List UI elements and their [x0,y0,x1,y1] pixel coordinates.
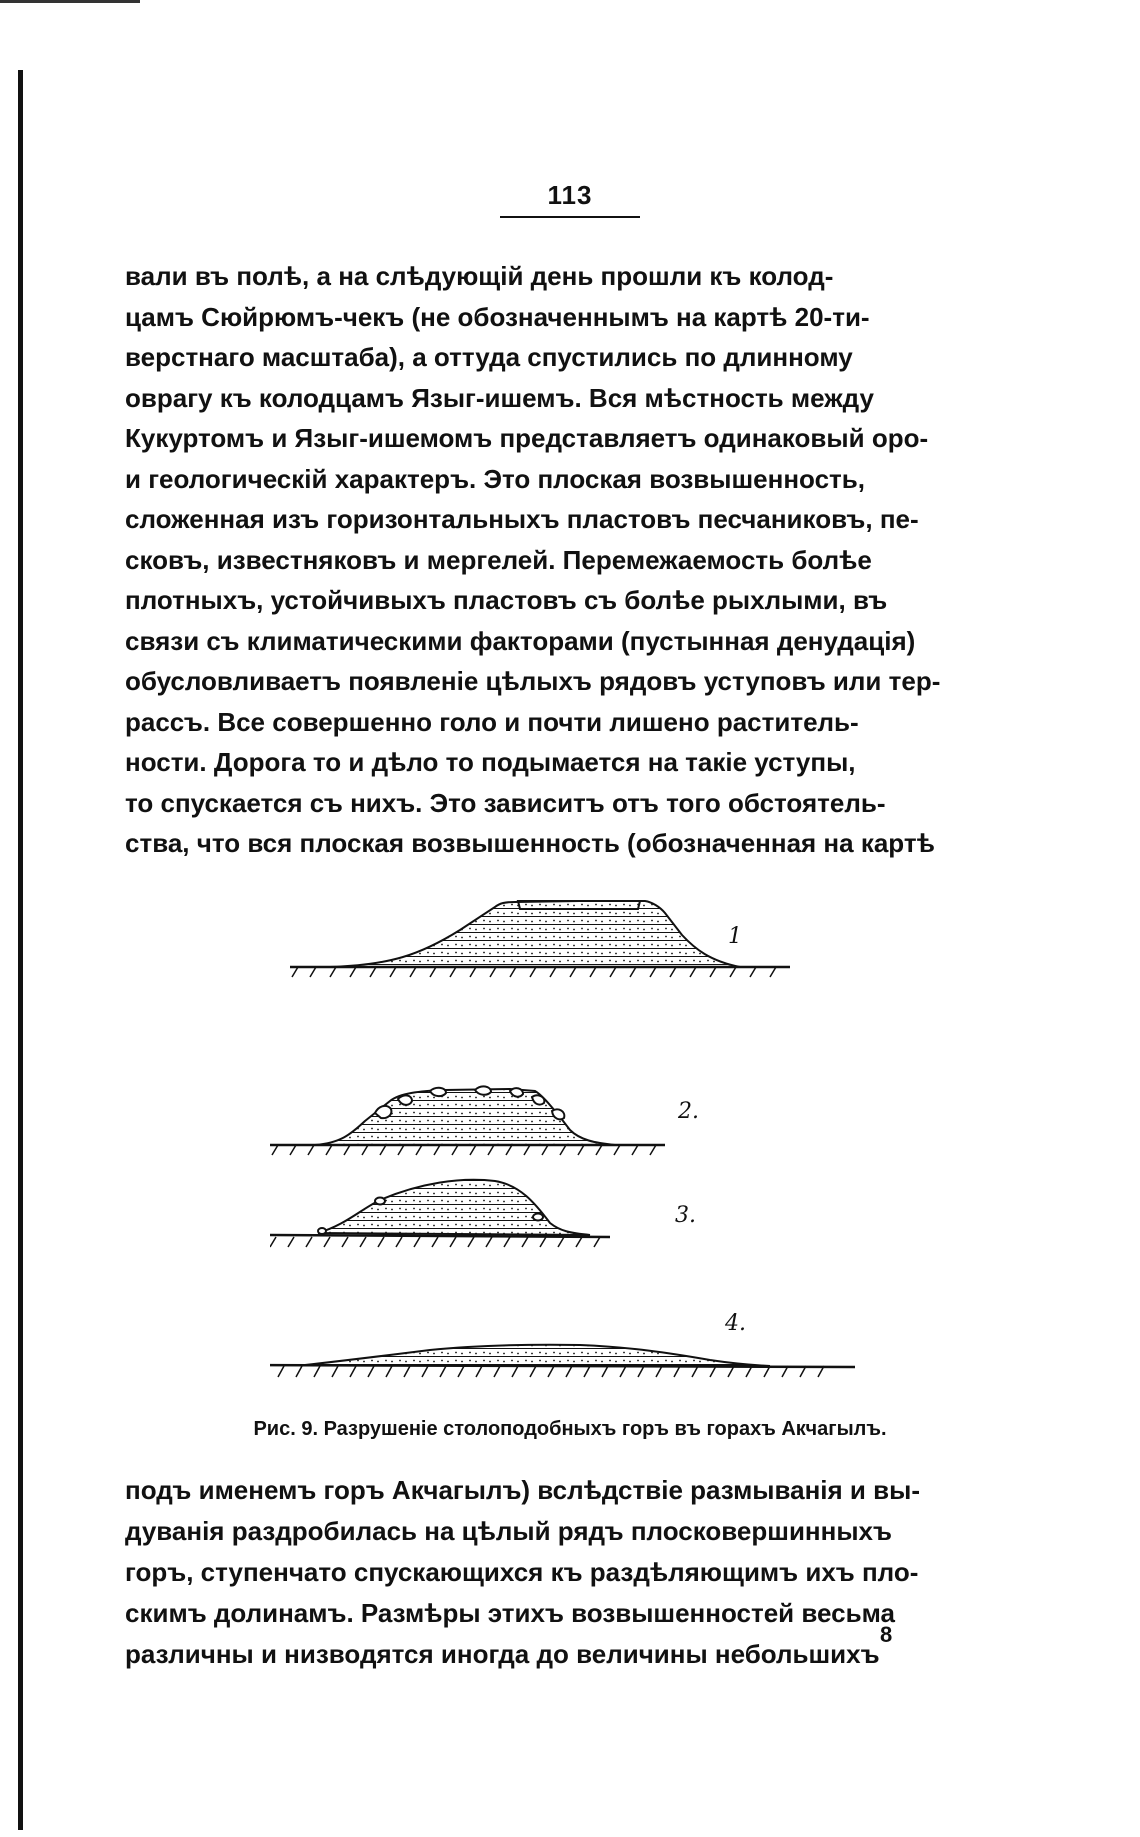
figure-label-2: 2. [678,1099,699,1124]
text-line: связи съ климатическими факторами (пустынная денудація) [125,625,916,656]
figure-label-3: 3. [675,1203,696,1228]
text-line: плотныхъ, устойчивыхъ пластовъ съ болѣе рыхлыми, въ [125,585,888,615]
figure-label-1: 1 [728,924,742,949]
text-line: различны и низводятся иногда до величины небольшихъ [125,1639,880,1669]
page-number-rule [500,216,640,218]
text-line: сковъ, известняковъ и мергелей. Перемежаемость болѣе [125,544,872,575]
signature-mark: 8 [880,1622,893,1647]
scan-edge-top [0,0,140,3]
text-line: цамъ Сюйрюмъ-чекъ (не обозначеннымъ на картѣ 20-ти- [125,301,870,332]
body-text-bottom [125,1470,1003,1675]
body-text-top [125,256,1003,864]
page-number: 113 [547,180,593,210]
text-line: то спускается съ нихъ. Это зависитъ отъ того обстоятель- [125,787,886,818]
mesa-erosion-figure [270,885,910,1395]
text-line: оврагу къ колодцамъ Языг-ишемъ. Вся мѣстность между [125,382,874,413]
text-line: Кукуртомъ и Языг-ишемомъ представляетъ одинаковый оро- [125,423,929,453]
text-line: горъ, ступенчато спускающихся къ раздѣляющимъ ихъ пло- [125,1557,919,1587]
scan-edge-bar [18,70,23,1830]
text-line: вали въ полѣ, а на слѣдующій день прошли къ колод- [125,261,834,291]
text-line: обусловливаетъ появленіе цѣлыхъ рядовъ уступовъ или тер- [125,666,941,696]
figure-label-4: 4. [725,1311,746,1336]
text-line: ности. Дорога то и дѣло то подымается на такіе уступы, [125,747,856,777]
sketch-4 [270,1311,855,1377]
text-line: скимъ долинамъ. Размѣры этихъ возвышенностей весьма [125,1598,895,1628]
text-line: дуванія раздробилась на цѣлый рядъ плосковершинныхъ [125,1516,892,1546]
text-line: сложенная изъ горизонтальныхъ пластовъ песчаниковъ, пе- [125,504,919,534]
text-line: рассъ. Все совершенно голо и почти лишено раститель- [125,706,859,737]
text-line: верстнаго масштаба), а оттуда спустились по длинному [125,342,853,372]
text-line: и геологическій характеръ. Это плоская возвышенность, [125,463,865,494]
sketch-1 [290,901,790,979]
text-line: подъ именемъ горъ Акчагылъ) вслѣдствіе размыванія и вы- [125,1475,920,1505]
figure-caption: Рис. 9. Разрушеніе столоподобныхъ горъ въ горахъ Акчагылъ. [253,1418,887,1440]
sketch-2 [270,1086,699,1155]
text-line: ства, что вся плоская возвышенность (обозначенная на картѣ [125,828,935,858]
sketch-3 [270,1180,696,1247]
